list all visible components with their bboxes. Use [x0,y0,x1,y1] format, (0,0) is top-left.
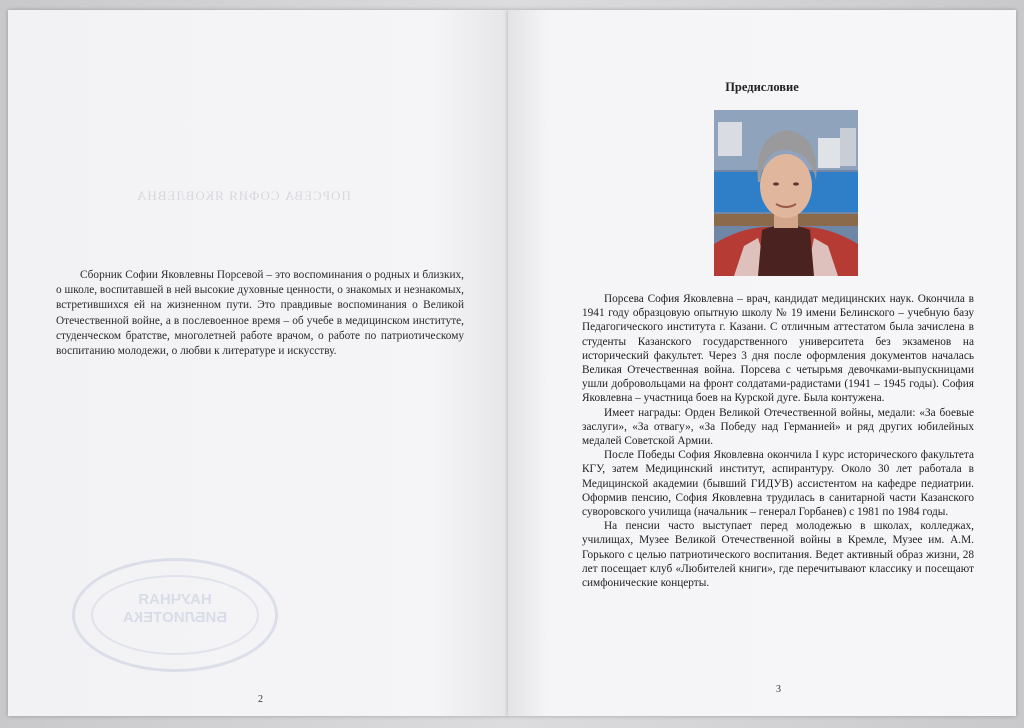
page-number: 3 [776,684,781,695]
biography-paragraph: Порсева София Яковлевна – врач, кандидат медицинских наук. Окончила в 1941 году образцовую опытную школу № 19 имени Белинского – учебную базу Педагогического института г. Казани. С отличным аттестатом была зачислена в студенты Казанского государственного университета без экзаменов на исторический факультет. Через 3 дня после оформления документов началась Великая Отечественная война. Порсева с четырьмя девочками-выпускницами ушли добровольцами на фронт солдатами-радистами (1941 – 1945 годы). София Яковлевна – участница боев на Курской дуге. Была контужена. [582,293,974,405]
biography-paragraph: После Победы София Яковлевна окончила I курс исторического факультета КГУ, затем Медицинский институт, аспирантуру. Около 30 лет работала в Медицинской академии (бывший ГИДУВ) ассистентом на кафедре педиатрии. Оформив пенсию, София Яковлевна трудилась в санитарной части Казанского суворовского училища (начальник – генерал Горбанев) с 1981 по 1984 годы. [582,449,974,519]
bleed-through-text: ПОРСЕВА СОФИЯ ЯКОВЛЕВНА [136,188,351,203]
collection-summary: Сборник Софии Яковлевны Порсевой – это воспоминания о родных и близких, о школе, воспитавшей в ней высокие духовные ценности, о знакомых и незнакомых, встретившихся ей на жизненном пути. Это правдивые воспоминания о Великой Отечественной войне, а в послевоенное время – об учебе в медицинском институте, студенческом братстве, многолетней работе врачом, о работе по патриотическому воспитанию молодежи, о любви к литературе и искусству. [56,269,464,358]
right-page [508,10,1016,716]
library-stamp-text: НАУЧНАЯ БИБЛИОТЕКА [122,591,228,626]
biography-paragraph: Имеет награды: Орден Великой Отечественной войны, медали: «За боевые заслуги», «За отвагу», «За Победу над Германией» и ряд других юбилейных медалей Советской Армии. [582,406,974,448]
biography-paragraph: На пенсии часто выступает перед молодежью в школах, колледжах, училищах, Музее Великой Отечественной войны в Кремле, Музее им. А.М. Горького с целью патриотического воспитания. Ведет активный образ жизни, 28 лет посещает клуб «Любителей книги», где перечитывают классику и посещают симфонические концерты. [582,520,974,590]
library-stamp [72,558,278,672]
page-title: Предисловие [725,80,799,94]
page-number: 2 [258,694,263,705]
author-portrait [714,110,858,276]
author-portrait-illustration [714,110,858,276]
biography [582,292,974,590]
left-page [8,10,508,716]
